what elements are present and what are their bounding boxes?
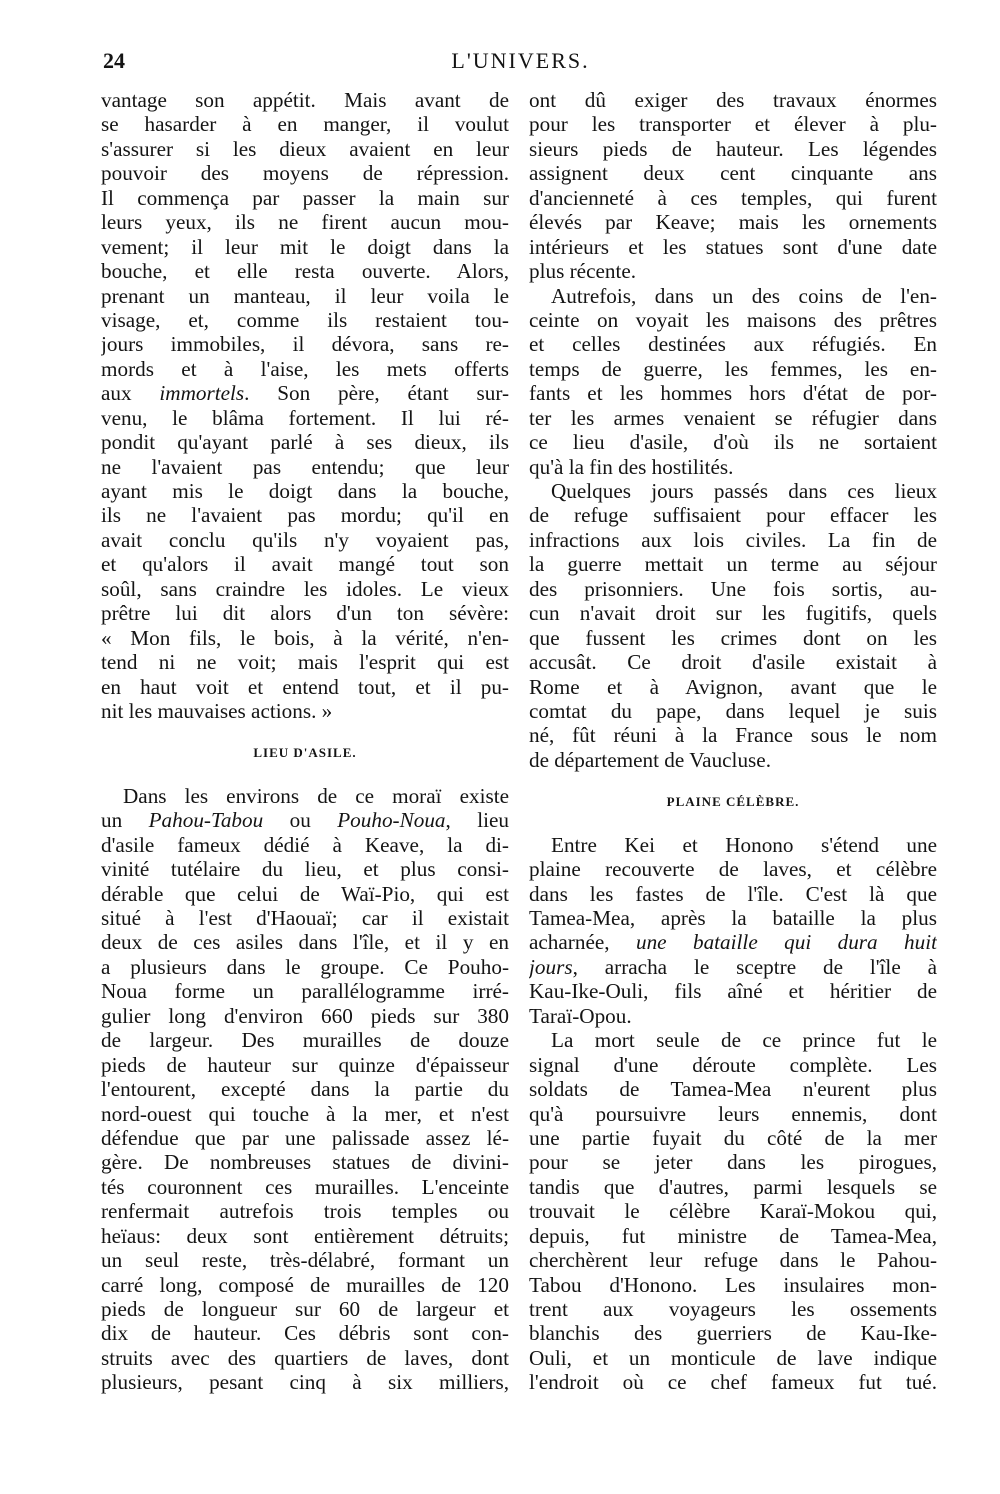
text-line: ter les armes venaient se réfugier dans (529, 405, 937, 430)
text-line: assignent deux cent cinquante ans (529, 161, 937, 186)
text-line: pieds de longueur sur 60 de largeur et (101, 1297, 509, 1321)
text-line: un Pahou-Tabou ou Pouho-Noua, lieu (101, 808, 509, 833)
text-line: Autrefois, dans un des coins de l'en- (551, 283, 937, 308)
paragraph (101, 88, 509, 723)
text-line: et qu'alors il avait mangé tout son (101, 552, 509, 577)
text-line: fants et les hommes hors d'état de por- (529, 381, 937, 406)
section-heading-lieu-d-asile: LIEU D'ASILE. (253, 745, 357, 761)
text-line: dans les fastes de l'île. C'est là que (529, 881, 937, 906)
text-line: mords et à l'aise, les mets offerts (101, 356, 509, 381)
text-line: temps de guerre, les femmes, les en- (529, 356, 937, 381)
text-line: plusieurs, pesant cinq à six milliers, (101, 1370, 509, 1395)
text-line: pieds de hauteur sur quinze d'épaisseur (101, 1052, 509, 1077)
text-line: plaine recouverte de laves, et célèbre (529, 857, 937, 882)
page-header (103, 48, 938, 78)
text-line: que fussent les crimes dont on les (529, 625, 937, 650)
text-line: Ouli, et un monticule de lave indique (529, 1345, 937, 1370)
text-line: infractions aux lois civiles. La fin de (529, 527, 937, 552)
spacer (101, 766, 509, 784)
section-heading-plaine-celebre: PLAINE CÉLÈBRE. (666, 794, 800, 810)
text-line: la guerre mettait un terme au séjour (529, 552, 937, 577)
text-line: leurs yeux, ils ne firent aucun mou- (101, 210, 509, 235)
text-line: de refuge suffisaient pour effacer les (529, 503, 937, 528)
text-line: l'entourent, excepté dans la partie du (101, 1077, 509, 1102)
text-line: gère. De nombreuses statues de divini- (101, 1150, 509, 1175)
text-line: avait conclu qu'ils n'y voyaient pas, (101, 527, 509, 552)
text-line: a plusieurs dans le groupe. Ce Pouho- (101, 954, 509, 979)
text-line: ont dû exiger des travaux énormes (529, 88, 937, 112)
text-line: accusât. Ce droit d'asile existait à (529, 650, 937, 675)
text-line: « Mon fils, le bois, à la vérité, n'en- (101, 625, 509, 650)
left-column (101, 88, 509, 1395)
text-line: des prisonniers. Une fois sortis, au- (529, 576, 937, 601)
text-line: en haut voit et entend tout, et il pu- (101, 674, 509, 699)
text-line: prêtre lui dit alors d'un ton sévère: (101, 601, 509, 626)
text-line: tés couronnent ces murailles. L'enceinte (101, 1174, 509, 1199)
text-line: s'assurer si les dieux avaient en leur (101, 136, 509, 161)
text-line: ils ne l'avaient pas mordu; qu'il en (101, 503, 509, 528)
text-line: trent aux voyageurs les ossements (529, 1297, 937, 1321)
text-line: carré long, composé de murailles de 120 (101, 1272, 509, 1297)
text-line: gulier long d'environ 660 pieds sur 380 (101, 1003, 509, 1028)
paragraph (529, 833, 937, 1029)
text-line: ayant mis le doigt dans la bouche, (101, 479, 509, 503)
text-line: Kau-Ike-Ouli, fils aîné et héritier de (529, 979, 937, 1004)
text-line: l'endroit où ce chef fameux fut tué. (529, 1370, 937, 1395)
italic-phrase: jours (529, 954, 573, 979)
text-line: renfermait autrefois trois temples ou (101, 1199, 509, 1224)
text-line: dix de hauteur. Ces débris sont con- (101, 1321, 509, 1346)
text-line: défendue que par une palissade assez lé- (101, 1125, 509, 1150)
text-line: situé à l'est d'Haouaï; car il existait (101, 906, 509, 930)
text-line: qu'à la fin des hostilités. (529, 454, 734, 479)
text-line: blanchis des guerriers de Kau-Ike- (529, 1321, 937, 1346)
text-line: de largeur. Des murailles de douze (101, 1028, 509, 1053)
text-line: Rome et à Avignon, avant que le (529, 674, 937, 699)
text-line: et celles destinées aux réfugiés. En (529, 332, 937, 357)
italic-term: Pahou-Tabou (148, 808, 264, 833)
text-line: pour se jeter dans les pirogues, (529, 1150, 937, 1175)
italic-term: immortels (159, 381, 245, 406)
text-line: pour les transporter et élever à plu- (529, 112, 937, 137)
text-line: un seul reste, très-délabré, formant un (101, 1248, 509, 1273)
text-line: Entre Kei et Honono s'étend une (551, 832, 937, 857)
text-line: cherchèrent leur refuge dans le Pahou- (529, 1248, 937, 1273)
text-line: qu'à poursuivre leurs ennemis, dont (529, 1101, 937, 1126)
text-line: élevés par Keave; mais les ornements (529, 210, 937, 235)
paragraph (529, 88, 937, 284)
text-line: pouvoir des moyens de répression. (101, 161, 509, 186)
text-line: signal d'une déroute complète. Les (529, 1052, 937, 1077)
text-line: nord-ouest qui touche à la mer, et n'est (101, 1101, 509, 1126)
text-line: depuis, fut ministre de Tamea-Mea, (529, 1223, 937, 1248)
text-line: jours immobiles, il dévora, sans re- (101, 332, 509, 357)
text-line: une partie fuyait du côté de la mer (529, 1125, 937, 1150)
text-line: struits avec des quartiers de laves, dont (101, 1345, 509, 1370)
text-line: cun n'avait droit sur les fugitifs, quels (529, 601, 937, 626)
spacer (101, 723, 509, 741)
text-line: bouche, et elle resta ouverte. Alors, (101, 259, 509, 284)
text-line: né, fût réuni à la France sous le nom (529, 723, 937, 748)
running-title: L'UNIVERS. (451, 48, 590, 73)
text-line: Dans les environs de ce moraï existe (123, 783, 509, 808)
text-line: soûl, sans craindre les idoles. Le vieux (101, 576, 509, 601)
text-line: Taraï-Opou. (529, 1003, 632, 1028)
text-line: La mort seule de ce prince fut le (551, 1028, 937, 1053)
paragraph (529, 479, 937, 772)
text-line: d'asile fameux dédié à Keave, la di- (101, 832, 509, 857)
text-line: Noua forme un parallélogramme irré- (101, 979, 509, 1004)
italic-term: Pouho-Noua (337, 808, 446, 833)
text-line: acharnée, une bataille qui dura huit (529, 930, 937, 955)
text-line: Tamea-Mea, après la bataille la plus (529, 906, 937, 930)
text-line: soldats de Tamea-Mea n'eurent plus (529, 1077, 937, 1102)
text-line: de département de Vaucluse. (529, 747, 771, 772)
text-line: ceinte on voyait les maisons des prêtres (529, 307, 937, 332)
paragraph (529, 1028, 937, 1395)
text-line: Tabou d'Honono. Les insulaires mon- (529, 1272, 937, 1297)
text-line: Il commença par passer la main sur (101, 185, 509, 210)
page-number: 24 (103, 48, 125, 73)
text-line: heïaus: deux sont entièrement détruits; (101, 1223, 509, 1248)
text-line: d'ancienneté à ces temples, qui furent (529, 185, 937, 210)
text-line: nit les mauvaises actions. » (101, 698, 333, 723)
text-line: aux immortels. Son père, étant sur- (101, 381, 509, 406)
text-line: prenant un manteau, il leur voila le (101, 283, 509, 308)
italic-phrase: une bataille qui dura huit (635, 930, 937, 955)
text-line: pondit qu'ayant parlé à ses dieux, ils (101, 430, 509, 455)
text-line: vement; il leur mit le doigt dans la (101, 234, 509, 259)
text-line: comtat du pape, dans lequel je suis (529, 698, 937, 723)
text-line: visage, et, comme ils restaient tou- (101, 307, 509, 332)
paragraph (101, 784, 509, 1395)
text-line: sieurs pieds de hauteur. Les légendes (529, 136, 937, 161)
spacer (529, 815, 937, 833)
text-line: intérieurs et les statues sont d'une date (529, 234, 937, 259)
spacer (529, 772, 937, 790)
text-line: plus récente. (529, 259, 637, 284)
text-line: ne l'avaient pas entendu; que leur (101, 454, 509, 479)
text-line: se hasarder à en manger, il voulut (101, 112, 509, 137)
right-column (529, 88, 937, 1395)
text-line: venu, le blâma fortement. Il lui ré- (101, 405, 509, 430)
text-line: trouvait le célèbre Karaï-Mokou qui, (529, 1199, 937, 1224)
text-line: dérable que celui de Waï-Pio, qui est (101, 881, 509, 906)
text-line: Quelques jours passés dans ces lieux (551, 479, 937, 503)
text-line: vantage son appétit. Mais avant de (101, 88, 509, 112)
paragraph (529, 284, 937, 480)
text-line: vinité tutélaire du lieu, et plus consi- (101, 857, 509, 882)
text-line: tend ni ne voit; mais l'esprit qui est (101, 650, 509, 675)
text-line: deux de ces asiles dans l'île, et il y en (101, 930, 509, 955)
text-line: tandis que d'autres, parmi lesquels se (529, 1174, 937, 1199)
text-line: jours, arracha le sceptre de l'île à (529, 954, 937, 979)
text-line: ce lieu d'asile, d'où ils ne sortaient (529, 430, 937, 455)
